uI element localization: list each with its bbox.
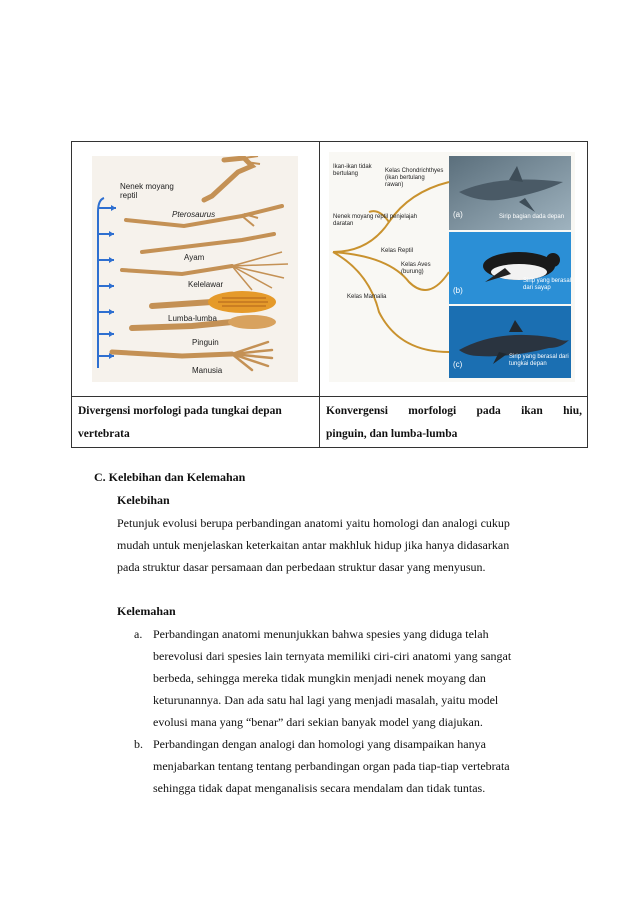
caption-word: pada (476, 405, 501, 417)
label-penguin: Pinguin (192, 338, 219, 347)
paragraph-line: pada struktur dasar persamaan dan perbedaan struktur dasar yang menyusun. (117, 560, 486, 574)
kelebihan-title: Kelebihan (117, 493, 170, 507)
paragraph-line: evolusi mana yang “benar” dari sekian banyak model yang diajukan. (153, 715, 483, 729)
caption-word: morfologi (408, 405, 457, 417)
convergence-illustration (329, 152, 575, 382)
kelemahan-title: Kelemahan (117, 604, 176, 618)
paragraph-line: Perbandingan dengan analogi dan homologi yang disampaikan hanya (153, 737, 486, 751)
caption-divergence-line2: vertebrata (78, 428, 130, 440)
figure-table (71, 141, 588, 448)
caption-word: Konvergensi (326, 405, 388, 417)
paragraph-line: berbeda, sehingga mereka tidak mungkin menjadi nenek moyang dan (153, 671, 486, 685)
caption-fin-a: Sirip bagian dada depan (499, 214, 565, 220)
kelemahan-item-a (153, 623, 563, 733)
label-ancestor: Nenek moyang reptil (120, 182, 174, 200)
caption-divergence (78, 400, 314, 446)
paragraph-line: Petunjuk evolusi berupa perbandingan anatomi yaitu homologi dan analogi cukup (117, 516, 510, 530)
label-pterosaurus: Pterosaurus (172, 210, 216, 219)
kelemahan-item-b (153, 733, 563, 799)
section-heading: C. Kelebihan dan Kelemahan (94, 470, 246, 484)
label-mamalia: Kelas Mamalia (347, 294, 387, 300)
label-ikan: Ikan-ikan tidak bertulang (333, 164, 372, 177)
panel-label-a: (a) (453, 210, 463, 219)
paragraph-line: mudah untuk menjelaskan keterkaitan antar makhluk hidup jika hanya didasarkan (117, 538, 510, 552)
paragraph-line: berevolusi dari spesies lain ternyata memiliki ciri-ciri anatomi yang sangat (153, 649, 512, 663)
label-human: Manusia (192, 366, 223, 375)
caption-convergence (326, 400, 582, 446)
table-divider-vertical (319, 142, 320, 447)
caption-word: ikan (521, 405, 543, 417)
caption-fin-c: Sirip yang berasal dari tungkai depan (509, 354, 569, 367)
label-bat: Kelelawar (188, 280, 224, 289)
label-aves: Kelas Aves (burung) (401, 262, 431, 275)
caption-word: hiu, (563, 405, 582, 417)
label-reptil: Kelas Reptil (381, 248, 414, 254)
list-marker-a: a. (134, 627, 143, 641)
label-chicken: Ayam (184, 253, 205, 262)
caption-divergence-line1: Divergensi morfologi pada tungkai depan (78, 405, 282, 417)
figure-convergence (329, 152, 575, 382)
list-marker-b: b. (134, 737, 143, 751)
panel-label-b: (b) (453, 286, 463, 295)
label-dolphin: Lumba-lumba (168, 314, 217, 323)
paragraph-line: Perbandingan anatomi menunjukkan bahwa spesies yang diduga telah (153, 627, 489, 641)
paragraph-line: keturunannya. Dan ada satu hal lagi yang menjadi masalah, yaitu model (153, 693, 499, 707)
caption-convergence-line1 (326, 400, 582, 423)
label-chondrichthyes: Kelas Chondrichthyes (ikan bertulang rawan) (385, 168, 444, 188)
paragraph-line: menjabarkan tentang tentang perbandingan organ pada tiap-tiap vertebrata (153, 759, 510, 773)
caption-convergence-line2: pinguin, dan lumba-lumba (326, 428, 458, 440)
caption-fin-b: Sirip yang berasal dari sayap (523, 278, 572, 291)
panel-label-c: (c) (453, 360, 463, 369)
table-divider-horizontal (72, 396, 587, 397)
figure-divergence-forelimbs (92, 156, 298, 382)
paragraph-line: sehingga tidak dapat menganalisis secara mendalam dan tidak tuntas. (153, 781, 486, 795)
kelebihan-paragraph (117, 512, 563, 578)
label-nenek-reptil: Nenek moyang reptil penjelajah daratan (333, 214, 418, 227)
